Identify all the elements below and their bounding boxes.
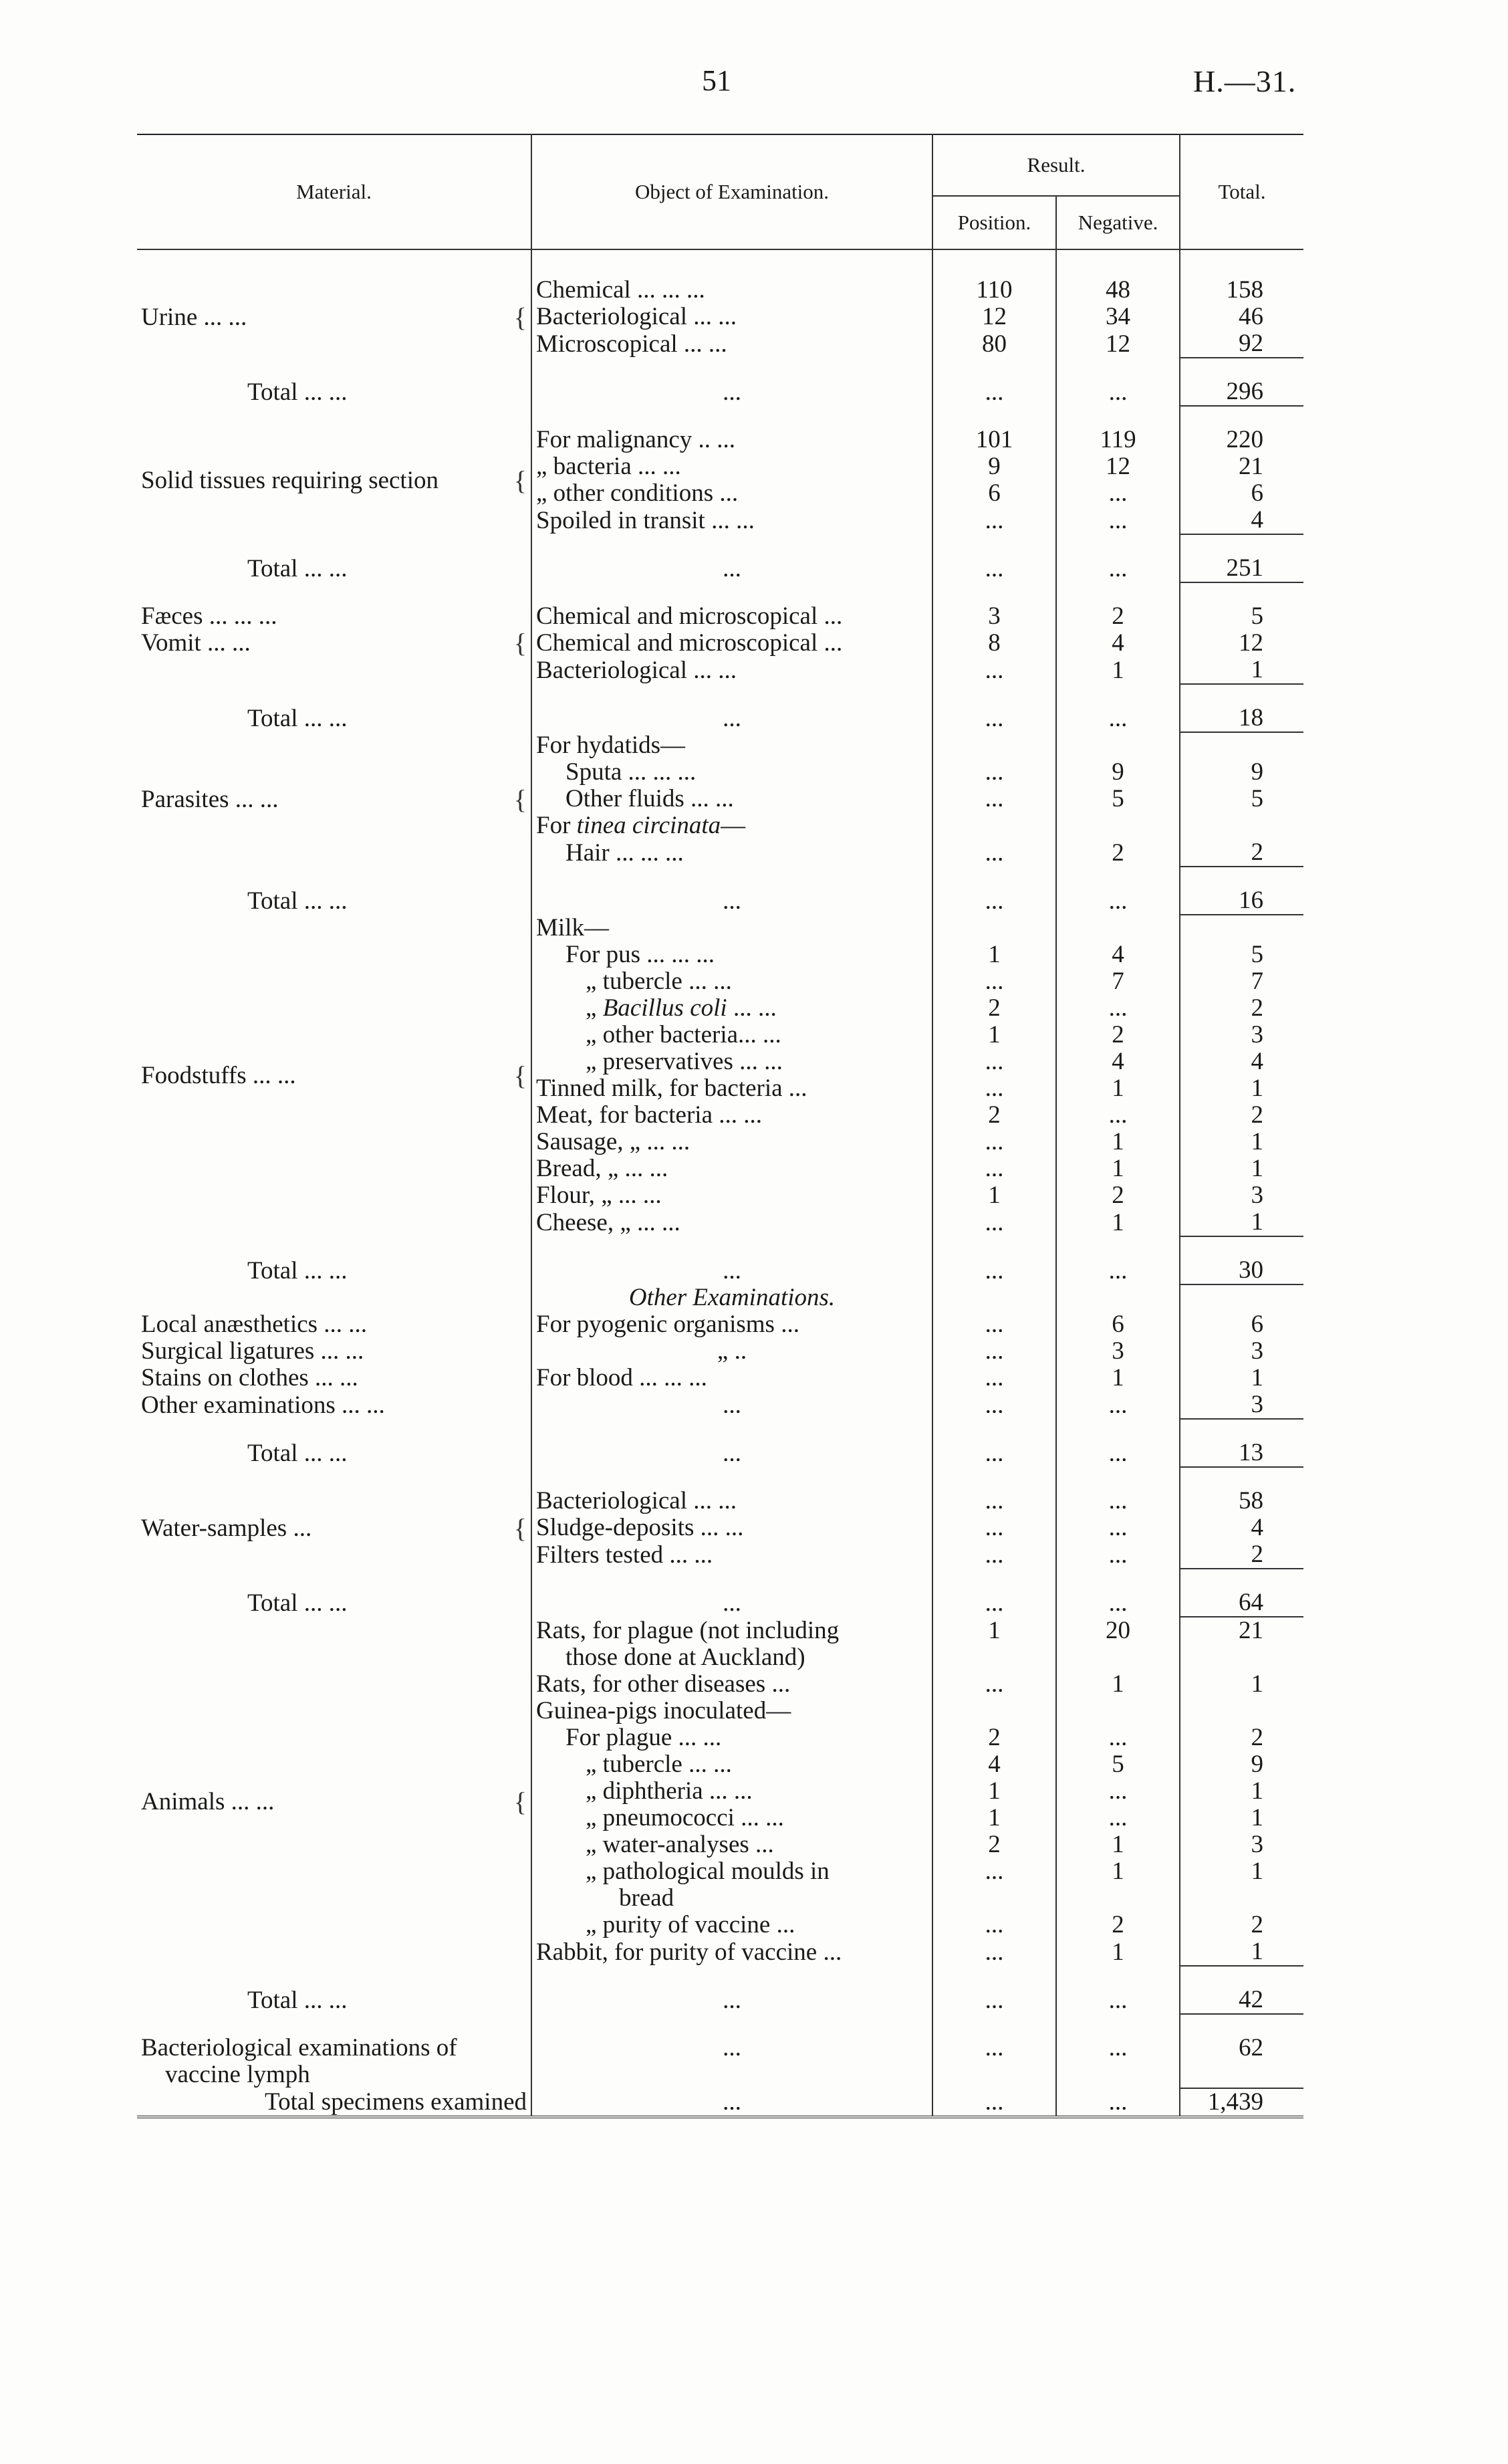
examinations-table (137, 134, 1303, 2118)
positive-cell: 1 (932, 1778, 1056, 1805)
positive-cell: ... (932, 507, 1056, 534)
positive-cell: 2 (932, 1724, 1056, 1751)
total-cell: 220 (1226, 426, 1264, 453)
table-row (137, 2061, 1303, 2088)
positive-cell: ... (932, 1912, 1056, 1938)
object-cell: Flour, „ ... ... (531, 1182, 932, 1209)
dots: ... (531, 555, 932, 582)
brace-icon: { (513, 1060, 527, 1091)
tinea-circinata: tinea circinata (576, 812, 721, 839)
table-row (137, 2035, 1303, 2061)
dots: ... (1056, 378, 1180, 406)
object-cell: „ bacteria ... ... (531, 453, 932, 480)
total-label: Total ... ... (137, 1987, 531, 2014)
negative-cell: 1 (1056, 1209, 1180, 1236)
negative-cell: 4 (1056, 1048, 1180, 1075)
table-row (137, 1311, 1303, 1338)
total-cell: 2 (1180, 1541, 1303, 1569)
object-cell: Microscopical ... ... (531, 330, 932, 358)
foodstuffs-total: 30 (1180, 1257, 1303, 1284)
negative-cell: 1 (1056, 1129, 1180, 1155)
object-cell: „ tubercle ... ... (531, 968, 932, 995)
negative-cell: 1 (1056, 1365, 1180, 1391)
dots: ... (1056, 1987, 1180, 2014)
total-label: Total ... ... (137, 887, 531, 915)
object-cell: ... (531, 1391, 932, 1419)
total-cell: 3 (1251, 1337, 1264, 1365)
dots: ... (1056, 1440, 1180, 1467)
negative-cell: 2 (1056, 1912, 1180, 1938)
positive-cell: ... (932, 1488, 1056, 1515)
positive-cell: ... (932, 1075, 1056, 1102)
material-lymph-continued: vaccine lymph (137, 2061, 531, 2088)
total-cell: 3 (1251, 1182, 1264, 1209)
object-cell: „ tubercle ... ... (531, 1751, 932, 1778)
total-row (137, 1987, 1303, 2014)
table-row (137, 277, 1303, 304)
object-cell-continued: those done at Auckland) (531, 1644, 932, 1671)
table-row (137, 1338, 1303, 1365)
brace-icon: { (513, 1786, 527, 1817)
positive-cell: ... (932, 1515, 1056, 1541)
object-cell: Bread, „ ... ... (531, 1155, 932, 1182)
total-label: Total ... ... (137, 1589, 531, 1617)
negative-cell: ... (1056, 1805, 1180, 1831)
positive-cell: ... (932, 1858, 1056, 1885)
object-cell: Cheese, „ ... ... (531, 1209, 932, 1236)
dots: ... (1056, 705, 1180, 732)
total-cell: 1 (1180, 1209, 1303, 1236)
table-row (137, 1365, 1303, 1391)
table-row (137, 1488, 1303, 1515)
brace-icon: { (513, 1513, 527, 1543)
total-cell: 6 (1251, 1311, 1264, 1338)
object-cell: „ other conditions ... (531, 480, 932, 507)
negative-cell: 2 (1056, 1022, 1180, 1048)
dots: ... (1056, 887, 1180, 915)
positive-cell: ... (932, 1129, 1056, 1155)
solid-total: 251 (1180, 555, 1303, 582)
total-cell: 3 (1180, 1391, 1303, 1419)
object-cell: Chemical and microscopical ... (531, 630, 932, 657)
total-cell: 4 (1251, 1048, 1264, 1075)
object-heading: For hydatids— (531, 732, 932, 759)
brace-icon: { (513, 302, 527, 332)
material-cell: Stains on clothes ... ... (137, 1365, 531, 1391)
total-cell: 1 (1251, 1128, 1264, 1155)
object-cell: „ purity of vaccine ... (531, 1912, 932, 1938)
positive-cell: 6 (932, 480, 1056, 507)
negative-cell: 1 (1056, 1831, 1180, 1858)
page-reference: H.—31. (1193, 64, 1297, 98)
dots: ... (932, 1440, 1056, 1467)
grand-total: 1,439 (1180, 2088, 1303, 2117)
brace-icon: { (513, 628, 527, 658)
negative-cell: 4 (1056, 941, 1180, 968)
positive-cell: 12 (932, 304, 1056, 330)
object-cell: Meat, for bacteria ... ... (531, 1102, 932, 1129)
object-heading: Milk— (531, 915, 932, 941)
material-parasites: Parasites ... ... (141, 785, 279, 813)
total-cell: 2 (1180, 839, 1303, 867)
object-cell: Bacteriological ... ... (531, 657, 932, 684)
object-cell: Rabbit, for purity of vaccine ... (531, 1938, 932, 1966)
negative-cell: 119 (1056, 427, 1180, 453)
material-foodstuffs: Foodstuffs ... ... (141, 1061, 296, 1089)
object-cell: Chemical and microscopical ... (531, 603, 932, 630)
object-cell: Sludge-deposits ... ... (531, 1515, 932, 1541)
header-result: Result. (932, 134, 1180, 196)
negative-cell: 1 (1056, 1938, 1180, 1966)
negative-cell: 48 (1056, 277, 1180, 304)
negative-cell: ... (1056, 507, 1180, 534)
positive-cell: ... (932, 657, 1056, 684)
negative-cell: 4 (1056, 630, 1180, 657)
positive-cell: ... (932, 1671, 1056, 1698)
negative-cell: ... (1056, 1778, 1180, 1805)
material-lymph: Bacteriological examinations of (137, 2035, 531, 2061)
negative-cell: 5 (1056, 786, 1180, 812)
object-cell-continued: bread (531, 1885, 932, 1912)
total-cell: 1 (1251, 1670, 1264, 1698)
material-animals: Animals ... ... (141, 1787, 275, 1815)
material-cell: Other examinations ... ... (137, 1391, 531, 1419)
positive-cell: 1 (932, 1022, 1056, 1048)
brace-icon: { (513, 465, 527, 495)
object-cell: Hair ... ... ... (531, 839, 932, 867)
negative-cell: 5 (1056, 1751, 1180, 1778)
faeces-vomit-total: 18 (1180, 705, 1303, 732)
positive-cell: ... (932, 1541, 1056, 1569)
total-cell: 1 (1251, 1075, 1264, 1102)
total-label: Total ... ... (137, 705, 531, 732)
dots: ... (531, 1257, 932, 1284)
object-cell: „ Bacillus coli ... ... (531, 995, 932, 1022)
material-cell: Surgical ligatures ... ... (137, 1338, 531, 1365)
object-cell: „ other bacteria... ... (531, 1022, 932, 1048)
total-cell: 9 (1251, 1751, 1264, 1778)
object-cell: For plague ... ... (531, 1724, 932, 1751)
negative-cell: 1 (1056, 1075, 1180, 1102)
material-solid-tissues: Solid tissues requiring section (141, 466, 438, 494)
positive-cell: ... (932, 786, 1056, 812)
dots: ... (531, 887, 932, 915)
negative-cell: 9 (1056, 759, 1180, 786)
positive-cell: 1 (932, 1805, 1056, 1831)
total-cell: 2 (1251, 994, 1264, 1022)
total-cell: 12 (1239, 629, 1264, 657)
total-row (137, 378, 1303, 406)
dots: ... (932, 887, 1056, 915)
positive-cell: ... (932, 1311, 1056, 1338)
positive-cell: 4 (932, 1751, 1056, 1778)
other-examinations-heading: Other Examinations. (531, 1284, 932, 1311)
material-vomit: Vomit ... ... (141, 629, 251, 657)
total-cell: 1 (1251, 1364, 1264, 1391)
dots: ... (932, 1987, 1056, 2014)
table-row (137, 1391, 1303, 1419)
positive-cell: ... (932, 839, 1056, 867)
object-cell: Filters tested ... ... (531, 1541, 932, 1569)
dots: ... (531, 705, 932, 732)
total-label: Total ... ... (137, 555, 531, 582)
dots: ... (531, 1589, 932, 1617)
total-row (137, 555, 1303, 582)
object-cell: „ diphtheria ... ... (531, 1778, 932, 1805)
header-positive: Position. (932, 196, 1056, 249)
positive-cell: 8 (932, 630, 1056, 657)
total-cell: 2 (1251, 1911, 1264, 1938)
total-cell: 21 (1239, 1617, 1264, 1644)
negative-cell: 6 (1056, 1311, 1180, 1338)
object-heading: For tinea circinata— (531, 812, 932, 839)
negative-cell: ... (1056, 1541, 1180, 1569)
dots: ... (1056, 555, 1180, 582)
object-heading: Guinea-pigs inoculated— (531, 1698, 932, 1724)
dots: ... (932, 705, 1056, 732)
header-negative: Negative. (1056, 196, 1180, 249)
positive-cell: 3 (932, 603, 1056, 630)
object-cell: For malignancy .. ... (531, 427, 932, 453)
total-label: Total ... ... (137, 1257, 531, 1284)
object-cell: Sputa ... ... ... (531, 759, 932, 786)
negative-cell: 1 (1056, 1858, 1180, 1885)
total-cell: 92 (1180, 330, 1303, 358)
material-faeces: Fæces ... ... ... (137, 603, 531, 630)
negative-cell: ... (1056, 995, 1180, 1022)
negative-cell: 1 (1056, 657, 1180, 684)
dots: ... (1056, 2088, 1180, 2117)
negative-cell: ... (1056, 1102, 1180, 1129)
header-object: Object of Examination. (531, 134, 932, 249)
object-cell: „ preservatives ... ... (531, 1048, 932, 1075)
negative-cell: 3 (1056, 1338, 1180, 1365)
animals-total: 42 (1180, 1987, 1303, 2014)
total-row (137, 887, 1303, 915)
dots: ... (932, 1257, 1056, 1284)
total-cell: 1 (1251, 1777, 1264, 1805)
dots: ... (932, 1589, 1056, 1617)
positive-cell: ... (932, 1365, 1056, 1391)
total-cell: 7 (1251, 968, 1264, 995)
table-row (137, 630, 1303, 657)
negative-cell: 2 (1056, 839, 1180, 867)
total-cell: 3 (1251, 1021, 1264, 1048)
total-cell: 3 (1251, 1831, 1264, 1858)
negative-cell: 12 (1056, 453, 1180, 480)
total-cell: 1 (1251, 1858, 1264, 1885)
parasites-total: 16 (1180, 887, 1303, 915)
table-row (137, 732, 1303, 759)
object-cell: „ pathological moulds in (531, 1858, 932, 1885)
positive-cell: 1 (932, 941, 1056, 968)
negative-cell: 7 (1056, 968, 1180, 995)
object-cell: Rats, for plague (not including (531, 1617, 932, 1644)
total-cell: 5 (1251, 941, 1264, 968)
dots: ... (531, 1440, 932, 1467)
total-cell: 4 (1180, 507, 1303, 534)
table-row (137, 1617, 1303, 1644)
grand-total-label: Total specimens examined (137, 2088, 531, 2117)
negative-cell: ... (1056, 1488, 1180, 1515)
total-cell: 1 (1251, 1155, 1264, 1182)
total-label: Total ... ... (137, 378, 531, 406)
negative-cell: 2 (1056, 603, 1180, 630)
positive-cell: 2 (932, 995, 1056, 1022)
total-cell: 4 (1251, 1514, 1264, 1541)
object-cell: For pus ... ... ... (531, 941, 932, 968)
positive-cell: ... (932, 1938, 1056, 1966)
dots: ... (531, 378, 932, 406)
material-urine: Urine ... ... (141, 303, 247, 331)
total-cell: 5 (1251, 602, 1264, 630)
dots: ... (531, 1987, 932, 2014)
total-cell: 5 (1251, 785, 1264, 812)
positive-cell: ... (932, 1155, 1056, 1182)
object-cell: Chemical ... ... ... (531, 277, 932, 304)
object-cell: Other fluids ... ... (531, 786, 932, 812)
object-cell: For blood ... ... ... (531, 1365, 932, 1391)
dots: ... (531, 2088, 932, 2117)
negative-cell: 20 (1056, 1617, 1180, 1644)
total-row (137, 1257, 1303, 1284)
negative-cell: ... (1056, 1391, 1180, 1419)
dots: ... (932, 2088, 1056, 2117)
object-cell: Bacteriological ... ... (531, 1488, 932, 1515)
total-cell: 46 (1239, 303, 1264, 330)
positive-cell: 80 (932, 330, 1056, 358)
total-row (137, 1589, 1303, 1617)
brace-icon: { (513, 784, 527, 814)
material-water-samples: Water-samples ... (141, 1514, 312, 1542)
dots: ... (1056, 1257, 1180, 1284)
positive-cell: ... (932, 1209, 1056, 1236)
total-row (137, 1440, 1303, 1467)
positive-cell: 1 (932, 1182, 1056, 1209)
positive-cell: 9 (932, 453, 1056, 480)
total-cell: 158 (1226, 276, 1264, 304)
negative-cell: 1 (1056, 1671, 1180, 1698)
water-total: 64 (1180, 1589, 1303, 1617)
total-cell: 6 (1251, 479, 1264, 507)
total-cell: 1 (1251, 1804, 1264, 1831)
negative-cell: 2 (1056, 1182, 1180, 1209)
table-row (137, 427, 1303, 453)
positive-cell: ... (932, 1391, 1056, 1419)
total-cell: 9 (1251, 758, 1264, 786)
object-cell: Rats, for other diseases ... (531, 1671, 932, 1698)
negative-cell: 12 (1056, 330, 1180, 358)
object-cell: „ water-analyses ... (531, 1831, 932, 1858)
object-cell: For pyogenic organisms ... (531, 1311, 932, 1338)
object-cell: Sausage, „ ... ... (531, 1129, 932, 1155)
positive-cell: 2 (932, 1102, 1056, 1129)
positive-cell: 101 (932, 427, 1056, 453)
material-cell: Local anæsthetics ... ... (137, 1311, 531, 1338)
dots: ... (1056, 2035, 1180, 2061)
negative-cell: ... (1056, 480, 1180, 507)
object-cell: Bacteriological ... ... (531, 304, 932, 330)
total-cell: 2 (1251, 1101, 1264, 1129)
positive-cell: ... (932, 968, 1056, 995)
total-cell: 1 (1180, 657, 1303, 684)
dots: ... (531, 2035, 932, 2061)
total-cell: 21 (1239, 453, 1264, 480)
table-row (137, 915, 1303, 941)
negative-cell: 1 (1056, 1155, 1180, 1182)
object-cell: Spoiled in transit ... ... (531, 507, 932, 534)
dots: ... (932, 2035, 1056, 2061)
positive-cell: 2 (932, 1831, 1056, 1858)
lymph-total: 62 (1239, 2034, 1264, 2061)
positive-cell: ... (932, 759, 1056, 786)
total-cell: 1 (1180, 1938, 1303, 1966)
grand-total-row (137, 2088, 1303, 2117)
total-label: Total ... ... (137, 1440, 531, 1467)
header-material: Material. (137, 134, 531, 249)
positive-cell: 110 (932, 277, 1056, 304)
negative-cell: ... (1056, 1515, 1180, 1541)
negative-cell: 34 (1056, 304, 1180, 330)
dots: ... (932, 378, 1056, 406)
page-number: 51 (702, 64, 731, 97)
header-total: Total. (1180, 134, 1303, 249)
table-row (137, 1284, 1303, 1311)
urine-total: 296 (1180, 378, 1303, 406)
negative-cell: ... (1056, 1724, 1180, 1751)
other-total: 13 (1180, 1440, 1303, 1467)
table-row (137, 603, 1303, 630)
object-cell: „ .. (531, 1338, 932, 1365)
total-row (137, 705, 1303, 732)
dots: ... (932, 555, 1056, 582)
total-cell: 2 (1251, 1724, 1264, 1751)
positive-cell: 1 (932, 1617, 1056, 1644)
total-cell: 58 (1239, 1487, 1264, 1515)
header-row-1 (137, 134, 1303, 196)
dots: ... (1056, 1589, 1180, 1617)
positive-cell: ... (932, 1338, 1056, 1365)
object-cell: „ pneumococci ... ... (531, 1805, 932, 1831)
object-cell: Tinned milk, for bacteria ... (531, 1075, 932, 1102)
positive-cell: ... (932, 1048, 1056, 1075)
